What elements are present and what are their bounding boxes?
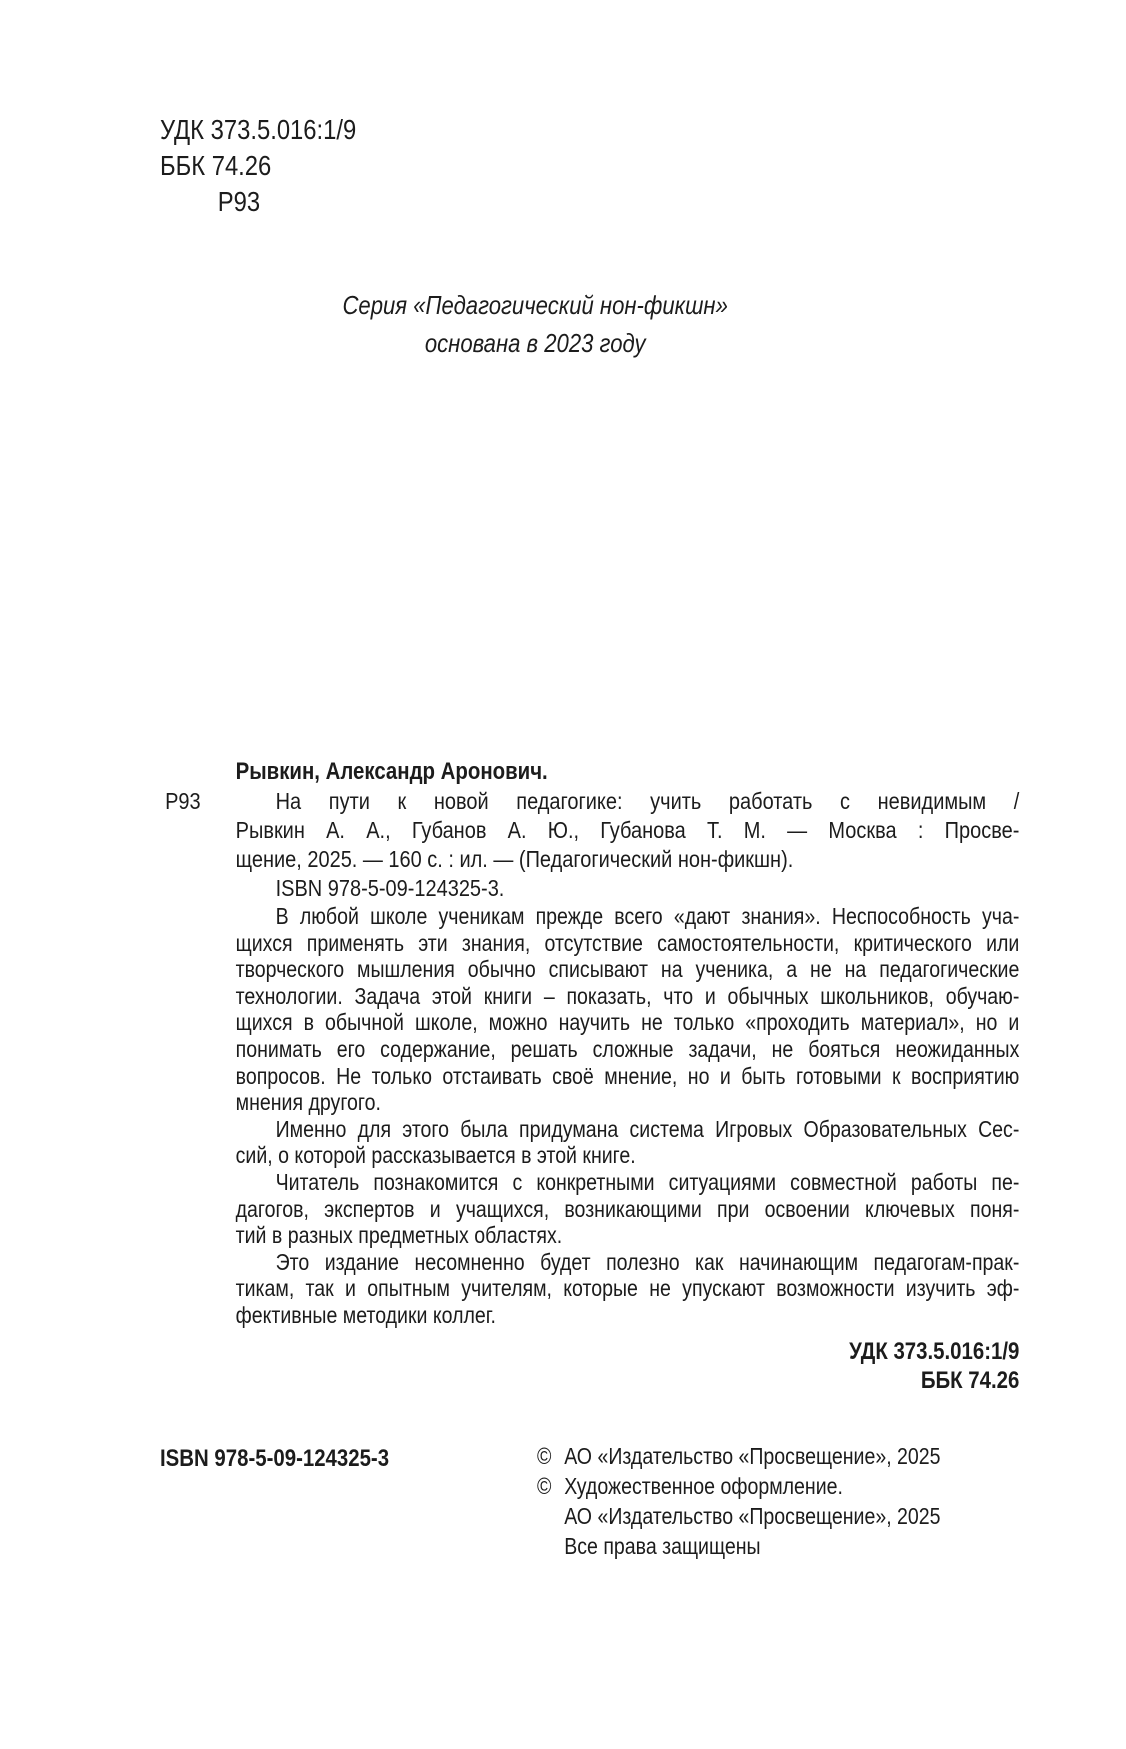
annotation-line: тий в разных предметных областях. xyxy=(235,1222,563,1249)
copyright-text: АО «Издательство «Просвещение», 2025 xyxy=(564,1443,941,1469)
annotation-line: сий, о которой рассказывается в этой книге. xyxy=(235,1142,636,1169)
isbn: ISBN 978-5-09-124325-3 xyxy=(160,1445,390,1472)
biblio-line: Рывкин А. А., Губанов А. Ю., Губанова Т. М. — Москва : Просве- xyxy=(235,817,1020,843)
annotation-line: мнения другого. xyxy=(235,1089,381,1116)
copyright-text: АО «Издательство «Просвещение», 2025 xyxy=(564,1503,941,1529)
copyright-line xyxy=(537,1471,1022,1501)
bibliographic-description xyxy=(165,787,1020,903)
annotation-line: щихся применять эти знания, отсутствие самостоятельности, критического или xyxy=(235,929,1020,956)
biblio-line: щение, 2025. — 160 с. : ил. — (Педагогический нон-фикшн). xyxy=(235,846,794,872)
annotation-line: Это издание несомненно будет полезно как начинающим педагогам-прак- xyxy=(275,1248,1020,1275)
udk-code: УДК 373.5.016:1/9 xyxy=(160,114,357,145)
copyright-text: Художественное оформление. xyxy=(564,1473,843,1499)
biblio-line: На пути к новой педагогике: учить работать с невидимым / xyxy=(275,788,1020,814)
annotation-line: щихся в обычной школе, можно научить не только «проходить материал», но и xyxy=(235,1009,1020,1036)
annotation-line: фективные методики коллег. xyxy=(235,1301,496,1328)
copyright-symbol: © xyxy=(537,1443,552,1469)
classification-codes-bottom xyxy=(236,1337,1020,1395)
copyright-symbol xyxy=(537,1531,564,1561)
series-note xyxy=(165,286,905,362)
author-heading: Рывкин, Александр Аронович. xyxy=(235,758,548,785)
series-title: Серия «Педагогический нон-фикшн» xyxy=(342,290,728,320)
annotation xyxy=(236,903,1020,1329)
copyright-line xyxy=(537,1531,1022,1561)
bbk-code-bottom: ББК 74.26 xyxy=(920,1366,1020,1394)
copyright-symbol: © xyxy=(537,1473,552,1499)
copyright-block xyxy=(537,1441,1022,1561)
udk-code-bottom: УДК 373.5.016:1/9 xyxy=(849,1337,1020,1365)
margin-author-code: Р93 xyxy=(165,788,201,814)
annotation-line: тикам, так и опытным учителям, которые не упускают возможности изучить эф- xyxy=(235,1275,1020,1302)
copyright-line xyxy=(537,1501,1022,1531)
annotation-line: дагогов, экспертов и учащихся, возникающими при освоении ключевых поня- xyxy=(235,1195,1020,1222)
classification-codes-top xyxy=(160,112,670,220)
annotation-line: В любой школе ученикам прежде всего «дают знания». Неспособность уча- xyxy=(275,903,1020,929)
biblio-isbn-line: ISBN 978-5-09-124325-3. xyxy=(275,875,505,901)
copyright-symbol xyxy=(537,1501,564,1531)
annotation-line: Читатель познакомится с конкретными ситуациями совместной работы пе- xyxy=(275,1168,1020,1195)
series-founded: основана в 2023 году xyxy=(424,328,646,358)
catalog-card xyxy=(160,756,1019,1395)
annotation-line: вопросов. Не только отстаивать своё мнение, но и быть готовыми к восприятию xyxy=(235,1062,1020,1089)
copyright-line xyxy=(537,1441,1022,1471)
author-sign-code: Р93 xyxy=(217,186,261,217)
copyright-text: Все права защищены xyxy=(564,1533,761,1559)
annotation-line: творческого мышления обычно списывают на ученика, а не на педагогические xyxy=(235,956,1020,983)
annotation-line: понимать его содержание, решать сложные задачи, не бояться неожиданных xyxy=(235,1035,1020,1062)
annotation-line: Именно для этого была придумана система Игровых Образовательных Сес- xyxy=(275,1115,1020,1142)
bbk-code: ББК 74.26 xyxy=(160,150,272,181)
annotation-line: технологии. Задача этой книги – показать, что и обычных школьников, обучаю- xyxy=(235,982,1020,1009)
